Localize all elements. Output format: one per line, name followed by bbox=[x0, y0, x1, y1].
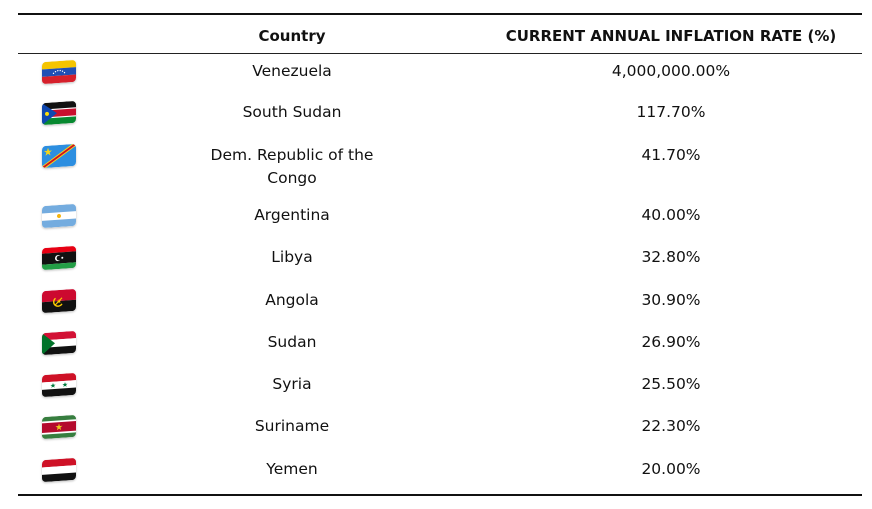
cell-rate: 30.90% bbox=[641, 291, 701, 309]
cell-rate: 41.70% bbox=[641, 146, 701, 164]
venezuela-flag-icon bbox=[42, 60, 76, 84]
cell-rate: 26.90% bbox=[641, 333, 701, 351]
header-rate-label: CURRENT ANNUAL INFLATION RATE (%) bbox=[505, 27, 837, 45]
cell-rate: 4,000,000.00% bbox=[611, 62, 731, 80]
cell-country: Suriname bbox=[254, 417, 330, 435]
cell-country: Venezuela bbox=[252, 62, 332, 80]
angola-flag-icon bbox=[42, 289, 76, 313]
cell-rate: 25.50% bbox=[641, 375, 701, 393]
syria-flag-icon bbox=[42, 373, 76, 397]
cell-country: Angola bbox=[265, 291, 319, 309]
inflation-table bbox=[18, 13, 862, 496]
cell-country: Sudan bbox=[267, 333, 317, 351]
cell-country: South Sudan bbox=[242, 103, 342, 121]
header-country-label: Country bbox=[258, 27, 326, 45]
cell-country: Dem. Republic of the Congo bbox=[210, 146, 374, 187]
suriname-flag-icon bbox=[42, 415, 76, 439]
cell-country: Libya bbox=[271, 248, 313, 266]
cell-country: Argentina bbox=[254, 206, 330, 224]
south-sudan-flag-icon bbox=[42, 101, 76, 125]
argentina-flag-icon bbox=[42, 204, 76, 228]
cell-country: Yemen bbox=[266, 460, 318, 478]
yemen-flag-icon bbox=[42, 458, 76, 482]
cell-rate: 32.80% bbox=[641, 248, 701, 266]
libya-flag-icon bbox=[42, 246, 76, 270]
dr-congo-flag-icon bbox=[42, 144, 76, 168]
table-bottom-rule bbox=[18, 494, 862, 496]
cell-country: Syria bbox=[272, 375, 312, 393]
cell-rate: 22.30% bbox=[641, 417, 701, 435]
cell-rate: 20.00% bbox=[641, 460, 701, 478]
cell-rate: 117.70% bbox=[636, 103, 706, 121]
header-rule bbox=[18, 53, 862, 54]
cell-rate: 40.00% bbox=[641, 206, 701, 224]
table-top-rule bbox=[18, 13, 862, 15]
sudan-flag-icon bbox=[42, 331, 76, 355]
